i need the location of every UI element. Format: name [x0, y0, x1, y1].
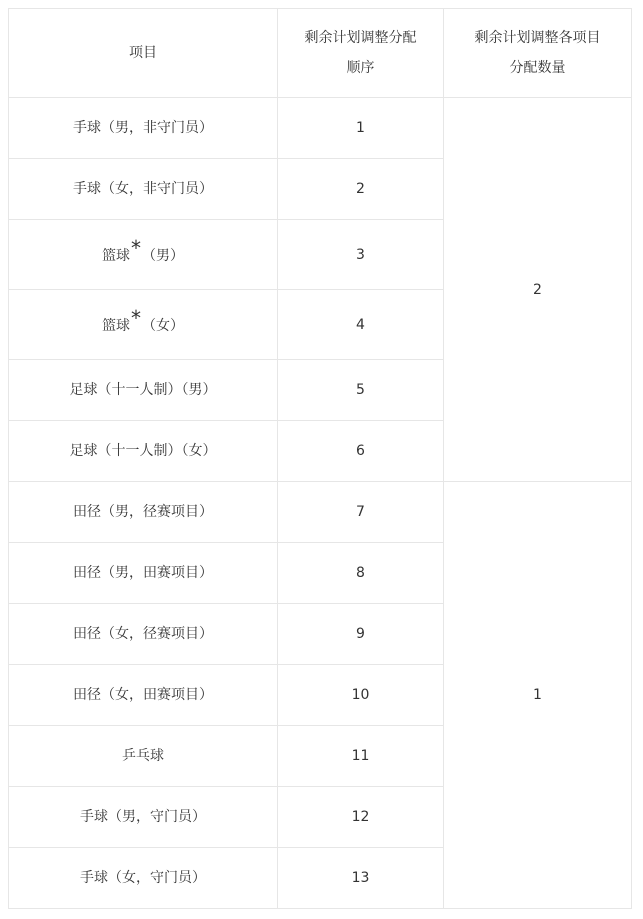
- item-name: 篮球*（女）: [9, 290, 278, 360]
- item-name: 田径（男，径赛项目）: [9, 482, 278, 543]
- group-count: 1: [444, 482, 632, 909]
- item-name: 田径（女，田赛项目）: [9, 665, 278, 726]
- item-name: 足球（十一人制）（女）: [9, 421, 278, 482]
- order-number: 2: [278, 159, 444, 220]
- order-number: 3: [278, 220, 444, 290]
- item-name: 田径（男，田赛项目）: [9, 543, 278, 604]
- order-number: 5: [278, 360, 444, 421]
- item-name: 田径（女，径赛项目）: [9, 604, 278, 665]
- order-number: 1: [278, 98, 444, 159]
- item-name: 乒乓球: [9, 726, 278, 787]
- order-number: 7: [278, 482, 444, 543]
- header-order: 剩余计划调整分配 顺序: [278, 9, 444, 98]
- header-row: [9, 9, 632, 98]
- item-name: 篮球*（男）: [9, 220, 278, 290]
- group-count: 2: [444, 98, 632, 482]
- table-row: [9, 482, 632, 543]
- order-number: 8: [278, 543, 444, 604]
- asterisk-mark: *: [131, 236, 141, 260]
- item-name: 手球（男，非守门员）: [9, 98, 278, 159]
- allocation-table: [8, 8, 632, 909]
- item-name: 手球（男，守门员）: [9, 787, 278, 848]
- item-name: 手球（女，守门员）: [9, 848, 278, 909]
- item-name: 足球（十一人制）（男）: [9, 360, 278, 421]
- order-number: 6: [278, 421, 444, 482]
- item-name: 手球（女，非守门员）: [9, 159, 278, 220]
- order-number: 10: [278, 665, 444, 726]
- order-number: 4: [278, 290, 444, 360]
- order-number: 9: [278, 604, 444, 665]
- table-row: [9, 98, 632, 159]
- asterisk-mark: *: [131, 306, 141, 330]
- order-number: 13: [278, 848, 444, 909]
- header-item: 项目: [9, 9, 278, 98]
- order-number: 12: [278, 787, 444, 848]
- order-number: 11: [278, 726, 444, 787]
- header-count: 剩余计划调整各项目 分配数量: [444, 9, 632, 98]
